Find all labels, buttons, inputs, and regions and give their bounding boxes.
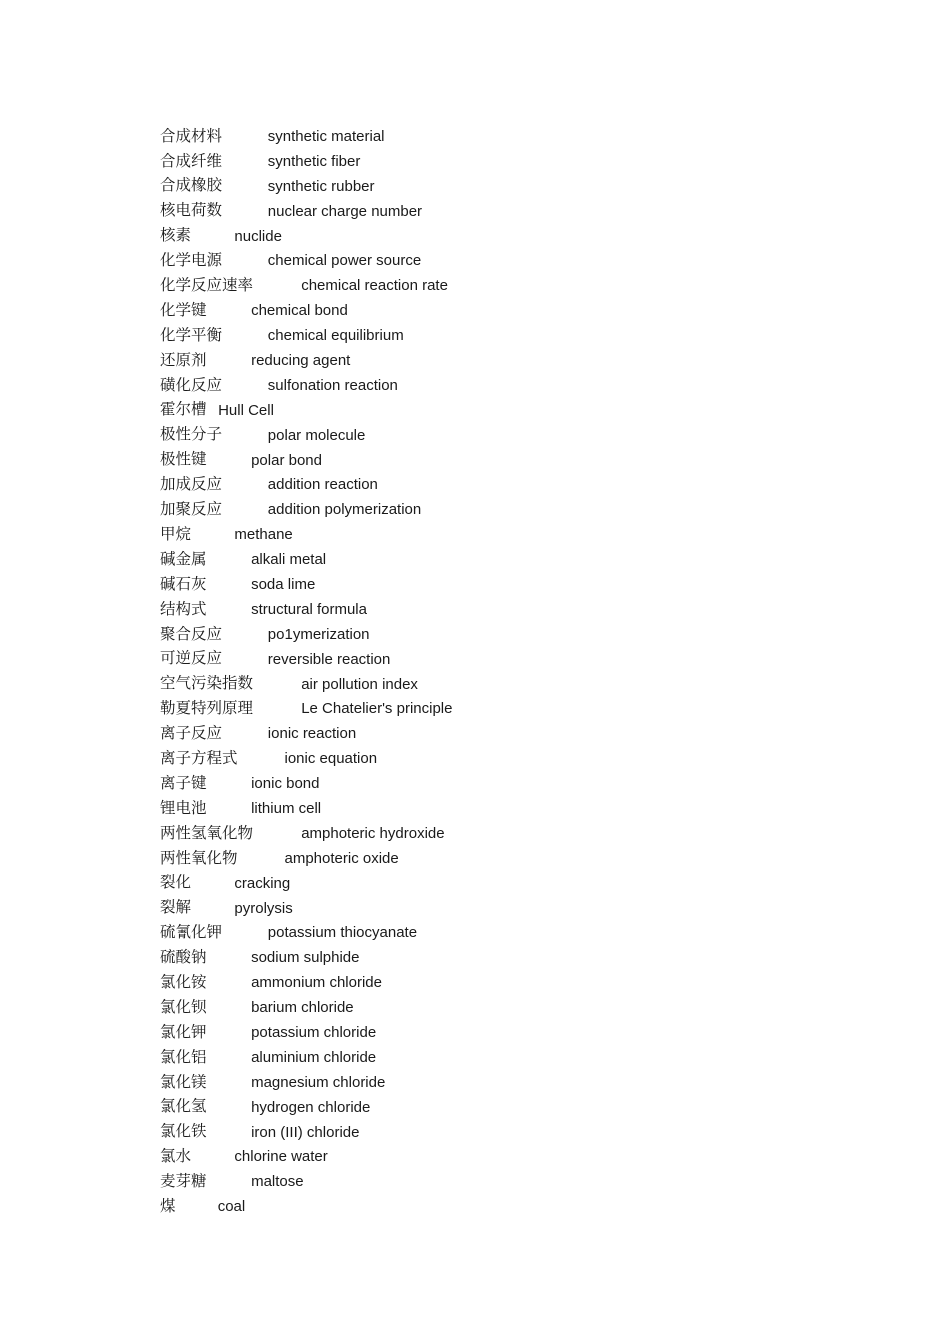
glossary-entry [160, 721, 800, 746]
glossary-entry [160, 398, 800, 423]
glossary-entry [160, 448, 800, 473]
glossary-entry [160, 672, 800, 697]
chinese-term: 氯化铁 [160, 1122, 207, 1141]
glossary-entry [160, 945, 800, 970]
chinese-term: 空气污染指数 [160, 674, 254, 693]
glossary-entry [160, 746, 800, 771]
english-term: sulfonation reaction [267, 376, 398, 394]
glossary-entry [160, 348, 800, 373]
english-term: ionic reaction [267, 725, 357, 743]
english-term: chemical equilibrium [267, 327, 404, 345]
english-term: methane [234, 526, 293, 544]
glossary-entry [160, 273, 800, 298]
chinese-term: 核素 [160, 226, 192, 245]
chinese-term: 氯水 [160, 1147, 192, 1166]
chinese-term: 氯化钡 [160, 997, 207, 1016]
chinese-term: 极性分子 [160, 425, 223, 444]
english-term: soda lime [251, 575, 316, 593]
glossary-entry [160, 696, 800, 721]
chinese-term: 氯化氢 [160, 1097, 207, 1116]
glossary-entry [160, 1020, 800, 1045]
english-term: ammonium chloride [251, 974, 382, 992]
chinese-term: 核电荷数 [160, 201, 223, 220]
english-term: potassium chloride [251, 1024, 377, 1041]
english-term: po1ymerization [267, 625, 370, 643]
english-term: synthetic material [267, 127, 385, 145]
glossary-entry [160, 124, 800, 149]
english-term: ionic equation [284, 750, 378, 768]
chinese-term: 化学平衡 [160, 325, 223, 344]
chinese-term: 加聚反应 [160, 500, 223, 519]
glossary-entry [160, 298, 800, 323]
glossary-entry [160, 921, 800, 946]
english-term: addition polymerization [267, 501, 422, 519]
english-term: nuclear charge number [267, 202, 423, 220]
english-term: chemical bond [251, 302, 348, 320]
glossary-entry [160, 174, 800, 199]
glossary-entry [160, 323, 800, 348]
english-term: aluminium chloride [251, 1048, 377, 1066]
chinese-term: 化学键 [160, 300, 207, 319]
glossary-entry [160, 149, 800, 174]
english-term: ionic bond [251, 775, 320, 793]
glossary-entry [160, 497, 800, 522]
glossary-entry [160, 871, 800, 896]
english-term: Hull Cell [218, 401, 274, 419]
chinese-term: 两性氢氧化物 [160, 823, 254, 842]
glossary-entry [160, 1070, 800, 1095]
english-term: addition reaction [267, 476, 378, 494]
chinese-term: 化学反应速率 [160, 276, 254, 295]
glossary-entry [160, 199, 800, 224]
english-term: potassium thiocyanate [267, 924, 418, 942]
chinese-term: 还原剂 [160, 350, 207, 369]
chinese-term: 离子方程式 [160, 748, 238, 767]
english-term: chemical power source [267, 252, 422, 270]
glossary-entry [160, 647, 800, 672]
glossary-entry [160, 572, 800, 597]
chinese-term: 煤 [160, 1196, 176, 1215]
chinese-term: 极性键 [160, 450, 207, 469]
english-term: polar molecule [267, 426, 366, 444]
glossary-entry [160, 1120, 800, 1145]
chinese-term: 聚合反应 [160, 624, 223, 643]
glossary-entry [160, 373, 800, 398]
chinese-term: 化学电源 [160, 251, 223, 270]
glossary-entry [160, 970, 800, 995]
glossary-entry [160, 846, 800, 871]
english-term: barium chloride [251, 999, 354, 1017]
english-term: nuclide [234, 227, 282, 245]
chinese-term: 结构式 [160, 599, 207, 618]
english-term: hydrogen chloride [251, 1098, 371, 1116]
chinese-term: 裂解 [160, 898, 192, 917]
chinese-term: 磺化反应 [160, 375, 223, 394]
chinese-term: 硫酸钠 [160, 948, 207, 967]
english-term: coal [217, 1198, 246, 1216]
english-term: chlorine water [234, 1148, 328, 1166]
glossary-entry [160, 1194, 800, 1219]
glossary-entry [160, 472, 800, 497]
glossary-entry [160, 622, 800, 647]
english-term: amphoteric hydroxide [301, 824, 445, 842]
chinese-term: 裂化 [160, 873, 192, 892]
chinese-term: 合成材料 [160, 126, 223, 145]
english-term: reversible reaction [267, 650, 391, 668]
glossary-entry [160, 248, 800, 273]
english-term: iron (III) chloride [251, 1123, 360, 1141]
glossary-entry [160, 1145, 800, 1170]
chinese-term: 离子反应 [160, 724, 223, 743]
chinese-term: 碱石灰 [160, 574, 207, 593]
chinese-term: 氯化铝 [160, 1047, 207, 1066]
glossary-entry [160, 1169, 800, 1194]
glossary-entry [160, 1045, 800, 1070]
glossary-entry [160, 597, 800, 622]
glossary-entry [160, 821, 800, 846]
chinese-term: 麦芽糖 [160, 1172, 207, 1191]
english-term: cracking [234, 874, 291, 892]
chinese-term: 两性氧化物 [160, 848, 238, 867]
glossary-entry [160, 423, 800, 448]
english-term: sodium sulphide [251, 949, 360, 967]
glossary-entry [160, 896, 800, 921]
chinese-term: 氯化铵 [160, 972, 207, 991]
glossary-entry [160, 224, 800, 249]
chinese-term: 合成纤维 [160, 151, 223, 170]
english-term: reducing agent [251, 351, 351, 369]
english-term: Le Chatelier's principle [301, 700, 453, 718]
glossary-entry [160, 796, 800, 821]
english-term: maltose [251, 1173, 304, 1191]
english-term: alkali metal [251, 551, 327, 569]
glossary-entry [160, 771, 800, 796]
english-term: magnesium chloride [251, 1073, 386, 1091]
chinese-term: 锂电池 [160, 798, 207, 817]
glossary-entry [160, 547, 800, 572]
english-term: amphoteric oxide [284, 849, 399, 867]
english-term: lithium cell [251, 799, 322, 817]
chinese-term: 离子键 [160, 773, 207, 792]
glossary-entry [160, 522, 800, 547]
chinese-term: 勒夏特列原理 [160, 699, 254, 718]
chinese-term: 合成橡胶 [160, 176, 223, 195]
chinese-term: 甲烷 [160, 524, 192, 543]
chinese-term: 加成反应 [160, 475, 223, 494]
english-term: chemical reaction rate [301, 277, 448, 295]
chinese-term: 可逆反应 [160, 649, 223, 668]
chinese-term: 霍尔槽 [160, 400, 207, 419]
chemistry-glossary-list [160, 124, 800, 1219]
english-term: structural formula [251, 600, 367, 618]
glossary-entry [160, 995, 800, 1020]
chinese-term: 碱金属 [160, 549, 207, 568]
english-term: pyrolysis [234, 899, 293, 917]
english-term: synthetic rubber [267, 177, 375, 195]
english-term: polar bond [251, 451, 322, 469]
glossary-entry [160, 1095, 800, 1120]
chinese-term: 氯化镁 [160, 1072, 207, 1091]
english-term: synthetic fiber [267, 152, 361, 170]
english-term: air pollution index [301, 675, 418, 693]
chinese-term: 硫氰化钾 [160, 923, 223, 942]
chinese-term: 氯化钾 [160, 1022, 207, 1041]
